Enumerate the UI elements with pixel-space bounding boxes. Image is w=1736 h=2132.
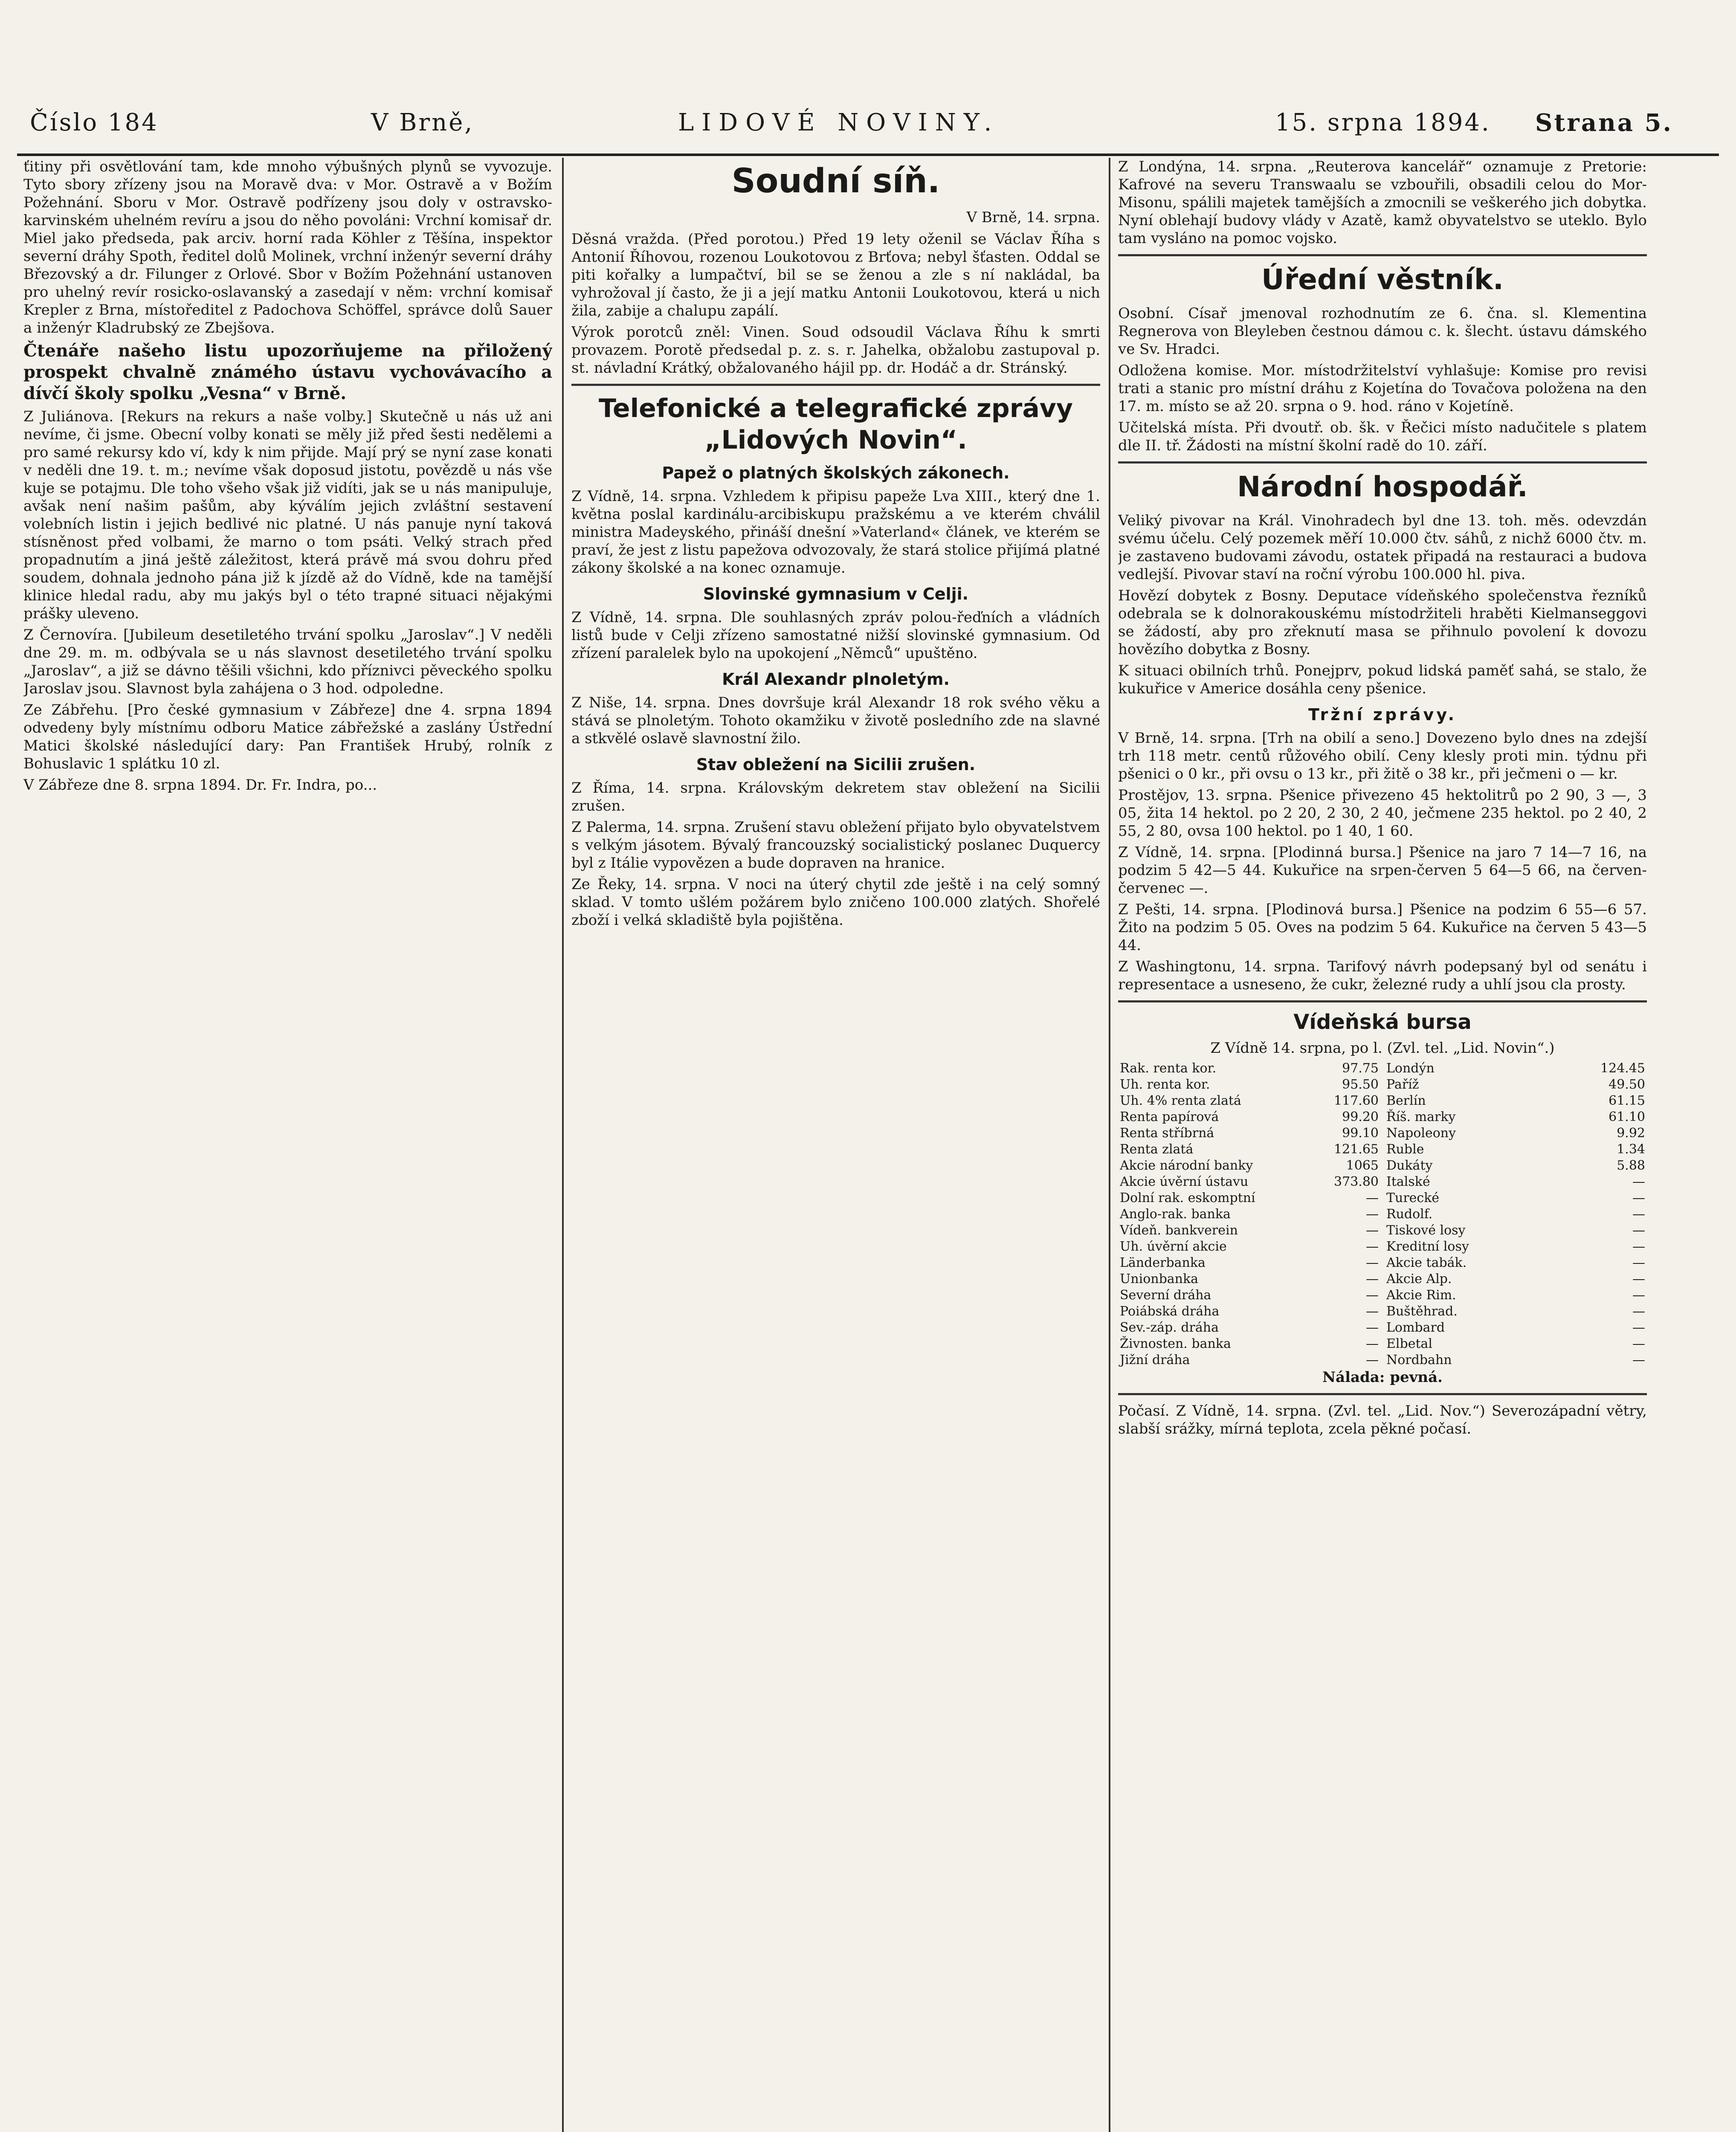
bursa-item: Dolní rak. eskomptní [1120,1191,1255,1205]
bursa-row [1118,1174,1380,1190]
bursa-value: — [1632,1272,1645,1286]
article-text: Odložena komise. Mor. místodržitelství vyhlašuje: Komise pro revisi trati a stanic pro místní dráhu z Kojetína do Tovačova položena na den 17. m. místo se až 20. srpna o 9. hod. ráno v Kojetíně. [1118,362,1647,415]
article-text: Z Juliánova. [Rekurs na rekurs a naše volby.] Skutečně u nás už ani nevíme, či jsme. Obecní volby konati se měly již před šesti nedělemi a pro samé rekursy kdo ví, kdy k nim přijde. Mají prý se nyní zase konati v neděli dne 19. t. m.; nevíme však doposud jistotu, povězdě u nás vše kuje se potajmu. Dle toho všeho však již vidíti, jak se u nás manipuluje, avšak není našim pašům, aby kýválím jejich zvláštní sestavení volebních listin i jejich bedlivé nic platné. U nás panuje nyní taková stísněnost před volbami, že marno o tom psáti. Velký strach před propadnutím a jiná ještě záležitost, která právě má svou dohru před soudem, dohnala jednoho pána již k jízdě až do Vídně, kde na tamější klinice hledal radu, aby mu jakýs byl o této trapné situaci nějakými prášky uleveno. [23,408,552,622]
bursa-row [1118,1206,1380,1222]
bursa-item: Paříž [1386,1077,1419,1092]
bursa-item: Tiskové losy [1386,1223,1466,1238]
article-text: Veliký pivovar na Král. Vinohradech byl dne 13. toh. měs. odevzdán svému účelu. Celý pozemek měří 10.000 čtv. sáhů, z nichž 6000 čtv. m. je zastaveno budovami závodu, ostatek připadá na restauraci a budova vedlejší. Pivovar staví na roční výrobu 100.000 hl. piva. [1118,512,1647,583]
bursa-row [1118,1141,1380,1158]
bursa-row [1118,1255,1380,1271]
bursa-item: Akcie Rim. [1386,1288,1456,1303]
bursa-value: 61.10 [1608,1109,1645,1124]
article-text: Ze Řeky, 14. srpna. V noci na úterý chytil zde ještě i na celý somný sklad. V tomto ušlém požárem bylo zničeno 100.000 zlatých. Shořelé zboží i velká skladiště byla pojištěna. [571,876,1100,929]
bursa-row [1118,1222,1380,1239]
bursa-value: — [1632,1174,1645,1189]
bursa-value: — [1366,1320,1379,1335]
bursa-value: — [1632,1239,1645,1254]
bursa-value: — [1366,1223,1379,1238]
bursa-item: Uh. 4% renta zlatá [1120,1093,1241,1108]
bursa-row [1385,1271,1647,1287]
bursa-item: Renta zlatá [1120,1142,1194,1157]
article-text: Z Washingtonu, 14. srpna. Tarifový návrh podepsaný byl od senátu i representace a usneseno, že cukr, železné rudy a uhlí jsou cla prosty. [1118,958,1647,993]
subheading: Stav obležení na Sicilii zrušen. [696,755,976,774]
subheading-bursa: Vídeňská bursa [1293,1010,1472,1034]
bursa-row [1385,1336,1647,1352]
bursa-right-table [1385,1060,1647,1368]
bursa-value: 117.60 [1334,1093,1379,1108]
bursa-item: Länderbanka [1120,1255,1206,1270]
bursa-value: — [1632,1288,1645,1303]
bursa-row [1118,1287,1380,1304]
bursa-row [1385,1141,1647,1158]
bursa-row [1385,1158,1647,1174]
bursa-value: — [1366,1207,1379,1222]
bursa-value: 373.80 [1334,1174,1379,1189]
article-text: Osobní. Císař jmenoval rozhodnutím ze 6. čna. sl. Klementina Regnerova von Bleyleben čestnou dámou c. k. šlecht. ústavu dámského ve Sv. Hradci. [1118,305,1647,358]
bursa-row [1385,1352,1647,1368]
bursa-item: Severní dráha [1120,1288,1211,1303]
article-text: Z Niše, 14. srpna. Dnes dovršuje král Alexandr 18 rok svého věku a stává se plnoletým. Tohoto okamžiku v životě posledního zde na slavné a stkvělé oslavě slavnostní žilo. [571,694,1100,747]
article-text: Děsná vražda. (Před porotou.) Před 19 lety oženil se Václav Říha s Antonií Říhovou, rozenou Loukotovou z Brťova; nebyl šťasten. Oddal se piti kořalky a lumpačtví, bil se se ženou a zle s ní nakládal, ba vyhrožoval jí často, že ji a její matku Antonii Loukotovou, která u nich žila, zabije a chalupu zapálí. [571,231,1100,319]
masthead-date: 15. srpna 1894. [1275,109,1491,136]
article-text: Z Vídně, 14. srpna. Dle souhlasných zpráv polou-řeďních a vládních listů bude v Celji zřízeno samostatné nižší slovinské gymnasium. Od zřízení paralelek bylo na upokojení „Němců“ upuštěno. [571,609,1100,662]
article-text: Hovězí dobytek z Bosny. Deputace vídeňského společenstva řezníků odebrala se k dolnorakouskému místodržiteli hraběti Kielmanseggovi se žádostí, aby pro zřeknutí masa se přihnulo povolení k dovozu hovězího dobytka z Bosny. [1118,587,1647,658]
article-text: Z Vídně, 14. srpna. [Plodinná bursa.] Pšenice na jaro 7 14—7 16, na podzim 5 42—5 44. Kukuřice na srpen-červen 5 64—5 66, na červen-červenec —. [1118,844,1647,897]
bursa-value: — [1632,1336,1645,1351]
bursa-value: — [1632,1191,1645,1205]
bursa-item: Berlín [1386,1093,1426,1108]
article-text: Z Černovíra. [Jubileum desetiletého trvání spolku „Jaroslav“.] V neděli dne 29. m. m. odbývala se u nás slavnost desetiletého trvání spolku „Jaroslav“, a již se dávno těšili všichni, kdo příznivci pěveckého spolku Jaroslav jsou. Slavnost byla zahájena o 3 hod. odpoledne. [23,626,552,697]
bursa-value: — [1632,1304,1645,1319]
bursa-item: Nordbahn [1386,1353,1452,1367]
bursa-row [1385,1093,1647,1109]
bursa-row [1385,1174,1647,1190]
article-text: V Brně, 14. srpna. [Trh na obilí a seno.] Dovezeno bylo dnes na zdejší trh 118 metr. centů růžového obilí. Ceny klesly proti min. týdnu při pšenici o 0 kr., při ovsu o 13 kr., při žitě o 38 kr., při ječmeni o — kr. [1118,730,1647,782]
bursa-item: Akcie národní banky [1120,1158,1253,1173]
bursa-value: — [1366,1191,1379,1205]
bursa-item: Anglo-rak. banka [1120,1207,1231,1222]
article-text: Z Palerma, 14. srpna. Zrušení stavu obležení přijato bylo obyvatelstvem s velkým jásotem. Bývalý francouzský socialistický poslanec Duquercy byl z Itálie vypovězen a bude dopraven na hranice. [571,819,1100,872]
bursa-row [1385,1239,1647,1255]
bursa-value: — [1366,1239,1379,1254]
bursa-row [1118,1239,1380,1255]
bursa-value: 9.92 [1617,1126,1645,1141]
bursa-row [1385,1255,1647,1271]
bursa-value: 1065 [1346,1158,1379,1173]
bursa-item: Akcie Alp. [1386,1272,1452,1286]
bursa-row [1118,1158,1380,1174]
bursa-item: Rudolf. [1386,1207,1433,1222]
notice-text: Čtenáře našeho listu upozorňujeme na přiložený prospekt chvalně známého ústavu vychovávacího a dívčí školy spolku „Vesna“ v Brně. [23,341,552,403]
bursa-footer: Nálada: pevná. [1322,1369,1443,1386]
page-number: Strana 5. [1535,109,1673,137]
bursa-item: Živnosten. banka [1120,1336,1231,1351]
article-text: Prostějov, 13. srpna. Pšenice přivezeno 45 hektolitrů po 2 90, 3 —, 3 05, žita 14 hektol. po 2 20, 2 30, 2 40, ječmene 235 hektol. po 2 40, 2 55, 2 80, ovsa 100 hektol. po 1 40, 1 60. [1118,787,1647,840]
bursa-value: 97.75 [1342,1061,1379,1076]
bursa-table [1118,1060,1647,1368]
section-title-soudni-sin: Soudní síň. [731,162,940,200]
article-text: Z Londýna, 14. srpna. „Reuterova kancelář“ oznamuje z Pretorie: Kafrové na severu Transwaalu se vzbouřili, obsadili celou do Mor-Misonu, spálili majetek tamějších a zmocnili se veškerého jich dobytka. Nyní oblehají budovy vlády v Azatě, kamž obyvatelstvo se uteklo. Bylo tam vysláno na pomoc vojsko. [1118,158,1647,247]
subheading-trzni-zpravy: Tržní zprávy. [1308,705,1457,724]
article-text: ťitiny při osvětlování tam, kde mnoho výbušných plynů se vyvozuje. Tyto sbory zřízeny jsou na Moravě dva: v Mor. Ostravě a v Božím Požehnání. Sboru v Mor. Ostravě podřízeny jsou doly v ostravsko-karvinském uhelném revíru a jsou do něho povoláni: Vrchní komisař dr. Miel jako předseda, pak arciv. horní rada Köhler z Těšína, inspektor severní dráhy Spoth, ředitel dolů Molinek, vrchní inženýr severní dráhy Březovský a dr. Filunger z Orlové. Sbor v Božím Požehnání ustanoven pro uhelný revír rosicko-oslavanský a zasedají v něm: vrchní komisař Krepler z Brna, místoředitel z Padochova Schöffel, správce dolů Sauer a inženýr Kladrubský ze Zbejšova. [23,158,552,336]
article-text: Ze Zábřehu. [Pro české gymnasium v Zábřeze] dne 4. srpna 1894 odvedeny byly místnímu odboru Matice zábřežské a zaslány Ústřední Matici školské následující dary: Pan František Hrubý, rolník z Bohuslavic 1 splátku 10 zl. [23,701,552,772]
bursa-value: — [1632,1353,1645,1367]
bursa-item: Poiábská dráha [1120,1304,1220,1319]
bursa-item: Vídeň. bankverein [1120,1223,1238,1238]
article-text: Z Vídně, 14. srpna. Vzhledem k připisu papeže Lva XIII., který dne 1. května poslal kardinálu-arcibiskupu pražskému a ve kterém chválil ministra Madeyského, přináší dnešní »Vaterland« článek, ve kterém se praví, že jest z listu papežova odvozovaly, že stará stolice přijímá platné zákony školské a na konec oznamuje. [571,488,1100,576]
weather-text: Počasí. Z Vídně, 14. srpna. (Zvl. tel. „Lid. Nov.“) Severozápadní větry, slabší srážky, mírná teplota, zcela pěkné počasí. [1118,1402,1647,1437]
bursa-row [1118,1271,1380,1287]
bursa-row [1118,1060,1380,1077]
bursa-value: — [1366,1272,1379,1286]
bursa-item: Akcie tabák. [1386,1255,1467,1270]
bursa-row [1118,1352,1380,1368]
bursa-row [1385,1287,1647,1304]
bursa-row [1118,1125,1380,1141]
subheading: Král Alexandr plnoletým. [722,670,950,689]
bursa-value: 49.50 [1608,1077,1645,1092]
bursa-item: Unionbanka [1120,1272,1199,1286]
divider [1118,1000,1647,1002]
article-text: Z Říma, 14. srpna. Královským dekretem stav obležení na Sicilii zrušen. [571,779,1100,814]
bursa-item: Sev.-záp. dráha [1120,1320,1219,1335]
bursa-item: Říš. marky [1386,1109,1456,1124]
bursa-row [1385,1222,1647,1239]
bursa-item: Italské [1386,1174,1430,1189]
bursa-item: Rak. renta kor. [1120,1061,1217,1076]
column-2 [571,158,1100,2132]
masthead-title: LIDOVÉ NOVINY. [678,109,1000,136]
section-title-uredni-vestnik: Úřední věstník. [1261,263,1504,296]
dateline: V Brně, 14. srpna. [966,209,1100,226]
bursa-value: 99.20 [1342,1109,1379,1124]
bursa-value: — [1366,1336,1379,1351]
bursa-row [1118,1190,1380,1206]
bursa-item: Dukáty [1386,1158,1433,1173]
bursa-row [1118,1304,1380,1320]
bursa-value: 99.10 [1342,1126,1379,1141]
bursa-item: Uh. úvěrní akcie [1120,1239,1227,1254]
divider [571,384,1100,386]
bursa-item: Uh. renta kor. [1120,1077,1210,1092]
bursa-row [1385,1060,1647,1077]
masthead-rule [17,107,1719,156]
bursa-row [1385,1206,1647,1222]
bursa-row [1385,1320,1647,1336]
bursa-value: — [1632,1207,1645,1222]
bursa-item: Renta papírová [1120,1109,1219,1124]
section-title-narodni-hospodar: Národní hospodář. [1237,470,1528,503]
column-rule [562,158,564,2132]
divider [1118,461,1647,463]
bursa-value: 5.88 [1617,1158,1645,1173]
bursa-value: 121.65 [1334,1142,1379,1157]
bursa-value: 1.34 [1617,1142,1645,1157]
bursa-item: Lombard [1386,1320,1445,1335]
bursa-row [1118,1109,1380,1125]
bursa-value: — [1366,1288,1379,1303]
bursa-item: Akcie úvěrní ústavu [1120,1174,1249,1189]
bursa-value: — [1366,1353,1379,1367]
bursa-row [1385,1109,1647,1125]
article-text: Výrok porotců zněl: Vinen. Soud odsoudil Václava Říhu k smrti provazem. Porotě předsedal p. z. s. r. Jahelka, obžalobu zastupoval p. st. návladní Krátký, obžalovaného hájil pp. dr. Hodáč a dr. Stránský. [571,324,1100,377]
bursa-value: — [1632,1223,1645,1238]
bursa-value: 124.45 [1600,1061,1645,1076]
bursa-item: Ruble [1386,1142,1424,1157]
article-text: Učitelská místa. Při dvoutř. ob. šk. v Řečici místo nadučitele s platem dle II. tř. Žádosti na místní školní radě do 10. září. [1118,419,1647,454]
bursa-item: Londýn [1386,1061,1435,1076]
bursa-row [1118,1077,1380,1093]
bursa-row [1385,1304,1647,1320]
column-rule [1109,158,1110,2132]
bursa-item: Napoleony [1386,1126,1456,1141]
bursa-value: — [1632,1255,1645,1270]
bursa-value: — [1366,1304,1379,1319]
bursa-row [1118,1336,1380,1352]
article-text: Z Pešti, 14. srpna. [Plodinová bursa.] Pšenice na podzim 6 55—6 57. Žito na podzim 5 05. Oves na podzim 5 64. Kukuřice na červen 5 43—5 44. [1118,901,1647,954]
bursa-row [1385,1077,1647,1093]
column-3 [1118,158,1647,2132]
bursa-item: Kreditní losy [1386,1239,1469,1254]
bursa-item: Turecké [1386,1191,1440,1205]
article-text: V Zábřeze dne 8. srpna 1894. Dr. Fr. Indra, po... [23,776,377,794]
article-text: K situaci obilních trhů. Ponejprv, pokud lidská paměť sahá, se stalo, že kukuřice v Americe dosáhla ceny pšenice. [1118,662,1647,697]
section-title-telegrams: Telefonické a telegrafické zprávy „Lidových Novin“. [598,394,1073,455]
divider [1118,254,1647,256]
subheading: Slovinské gymnasium v Celji. [703,585,969,603]
bursa-row [1385,1190,1647,1206]
bursa-value: 95.50 [1342,1077,1379,1092]
bursa-value: — [1632,1320,1645,1335]
bursa-subtitle: Z Vídně 14. srpna, po l. (Zvl. tel. „Lid. Novin“.) [1210,1040,1555,1057]
issue-number: Číslo 184 [30,109,159,136]
bursa-left-table [1118,1060,1380,1368]
place-name: V Brně, [371,109,474,136]
bursa-item: Renta stříbrná [1120,1126,1214,1141]
bursa-row [1118,1320,1380,1336]
bursa-row [1118,1093,1380,1109]
bursa-row [1385,1125,1647,1141]
bursa-value: 61.15 [1608,1093,1645,1108]
subheading: Papež o platných školských zákonech. [662,463,1010,482]
divider [1118,1393,1647,1395]
bursa-value: — [1366,1255,1379,1270]
bursa-item: Jižní dráha [1120,1353,1190,1367]
bursa-item: Elbetal [1386,1336,1432,1351]
bursa-item: Buštěhrad. [1386,1304,1458,1319]
column-1 [23,158,552,2132]
